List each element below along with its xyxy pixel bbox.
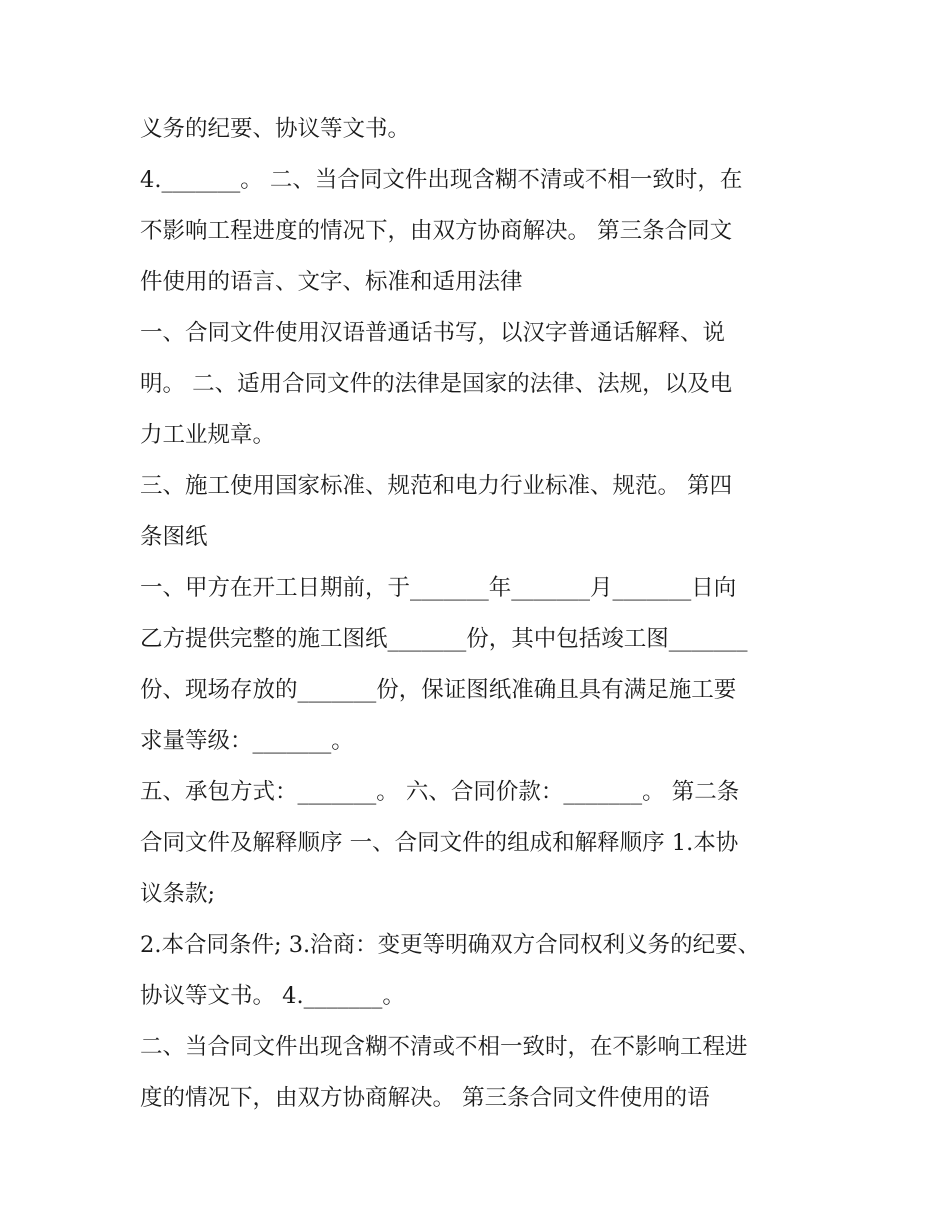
text-line: 2.本合同条件; 3.洽商：变更等明确双方合同权利义务的纪要、 bbox=[140, 932, 761, 958]
document-body bbox=[140, 104, 820, 1124]
text-line: 协议等文书。 4._______。 bbox=[140, 983, 405, 1009]
text-line: 明。 二、适用合同文件的法律是国家的法律、法规，以及电 bbox=[140, 371, 733, 397]
text-line: 4._______。 二、当合同文件出现含糊不清或不相一致时，在 bbox=[140, 167, 743, 193]
text-line: 求量等级：_______。 bbox=[140, 728, 354, 754]
text-line: 一、甲方在开工日期前，于_______年_______月_______日向 bbox=[140, 575, 737, 601]
text-line: 份、现场存放的_______份，保证图纸准确且具有满足施工要 bbox=[140, 677, 737, 703]
text-line: 乙方提供完整的施工图纸_______份，其中包括竣工图_______ bbox=[140, 626, 748, 652]
text-line: 五、承包方式：_______。 六、合同价款：_______。 第二条 bbox=[140, 779, 740, 805]
text-line: 三、施工使用国家标准、规范和电力行业标准、规范。 第四 bbox=[140, 473, 733, 499]
text-line: 议条款; bbox=[140, 881, 216, 907]
text-line: 条图纸 bbox=[140, 524, 208, 550]
text-line: 力工业规章。 bbox=[140, 422, 276, 448]
text-line: 二、当合同文件出现含糊不清或不相一致时，在不影响工程进 bbox=[140, 1034, 748, 1060]
text-line: 不影响工程进度的情况下，由双方协商解决。 第三条合同文 bbox=[140, 218, 733, 244]
text-line: 合同文件及解释顺序 一、合同文件的组成和解释顺序 1.本协 bbox=[140, 830, 739, 856]
text-line: 一、合同文件使用汉语普通话书写，以汉字普通话解释、说 bbox=[140, 320, 726, 346]
text-line: 件使用的语言、文字、标准和适用法律 bbox=[140, 269, 523, 295]
text-line: 义务的纪要、协议等文书。 bbox=[140, 116, 411, 142]
text-line: 度的情况下，由双方协商解决。 第三条合同文件使用的语 bbox=[140, 1085, 710, 1111]
